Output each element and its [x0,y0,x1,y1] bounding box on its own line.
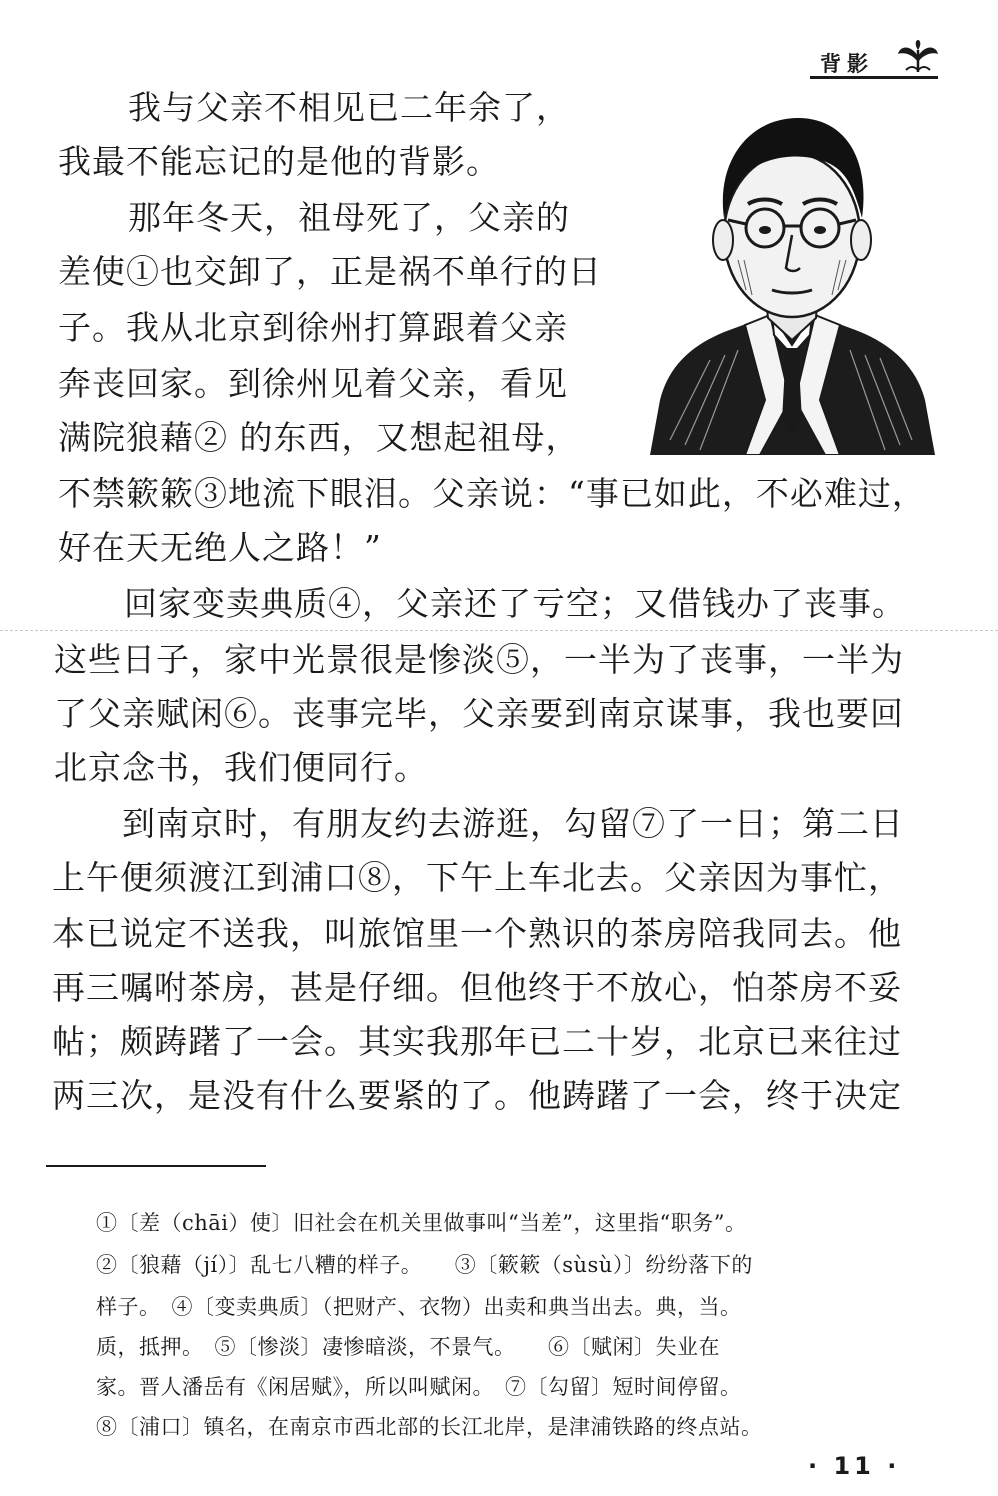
body-line: 差使①也交卸了，正是祸不单行的日 [58,252,602,291]
body-line: 我最不能忘记的是他的背影。 [58,142,500,181]
body-line: 两三次，是没有什么要紧的了。他踌躇了一会，终于决定 [52,1076,902,1115]
header-title: 背影 [820,51,874,76]
page-number: · 11 · [808,1452,901,1480]
footnote-line: ②〔狼藉（jí）〕乱七八糟的样子。 ③〔簌簌（sùsù）〕纷纷落下的 [96,1253,753,1277]
author-portrait-illustration [650,100,935,455]
body-line: 满院狼藉② 的东西，又想起祖母， [58,418,580,457]
body-line: 了父亲赋闲⑥。丧事完毕，父亲要到南京谋事，我也要回 [54,694,904,733]
footnote-line: ⑧〔浦口〕镇名，在南京市西北部的长江北岸，是津浦铁路的终点站。 [96,1415,763,1439]
body-line: 我与父亲不相见已二年余了， [128,88,570,127]
body-line: 回家变卖典质④，父亲还了亏空；又借钱办了丧事。 [124,584,906,623]
body-line: 再三嘱咐茶房，甚是仔细。但他终于不放心，怕茶房不妥 [52,968,902,1007]
running-header [810,40,940,80]
footnote-line: 质，抵押。 ⑤〔惨淡〕凄惨暗淡，不景气。 ⑥〔赋闲〕失业在 [96,1335,720,1359]
sprout-icon [896,40,940,74]
body-line: 帖；颇踌躇了一会。其实我那年已二十岁，北京已来往过 [52,1022,902,1061]
body-line: 奔丧回家。到徐州见着父亲，看见 [58,364,568,403]
header-underline [810,76,938,79]
body-line: 上午便须渡江到浦口⑧，下午上车北去。父亲因为事忙， [52,858,902,897]
body-line: 不禁簌簌③地流下眼泪。父亲说：“事已如此，不必难过， [58,474,926,513]
body-line: 好在天无绝人之路！” [58,528,382,567]
body-line: 本已说定不送我，叫旅馆里一个熟识的茶房陪我同去。他 [52,914,902,953]
body-line: 到南京时，有朋友约去游逛，勾留⑦了一日；第二日 [122,804,904,843]
footnote-line: 家。晋人潘岳有《闲居赋》，所以叫赋闲。 ⑦〔勾留〕短时间停留。 [96,1375,742,1399]
footnote-separator [46,1165,266,1167]
body-line: 北京念书，我们便同行。 [54,748,428,787]
body-line: 子。我从北京到徐州打算跟着父亲 [58,308,568,347]
scan-artifact-line [0,630,998,631]
body-line: 那年冬天，祖母死了，父亲的 [128,198,570,237]
body-line: 这些日子，家中光景很是惨淡⑤，一半为了丧事，一半为 [54,640,904,679]
footnote-line: ①〔差（chāi）使〕旧社会在机关里做事叫“当差”，这里指“职务”。 [96,1211,747,1235]
footnote-line: 样子。 ④〔变卖典质〕（把财产、衣物）出卖和典当出去。典，当。 [96,1295,742,1319]
